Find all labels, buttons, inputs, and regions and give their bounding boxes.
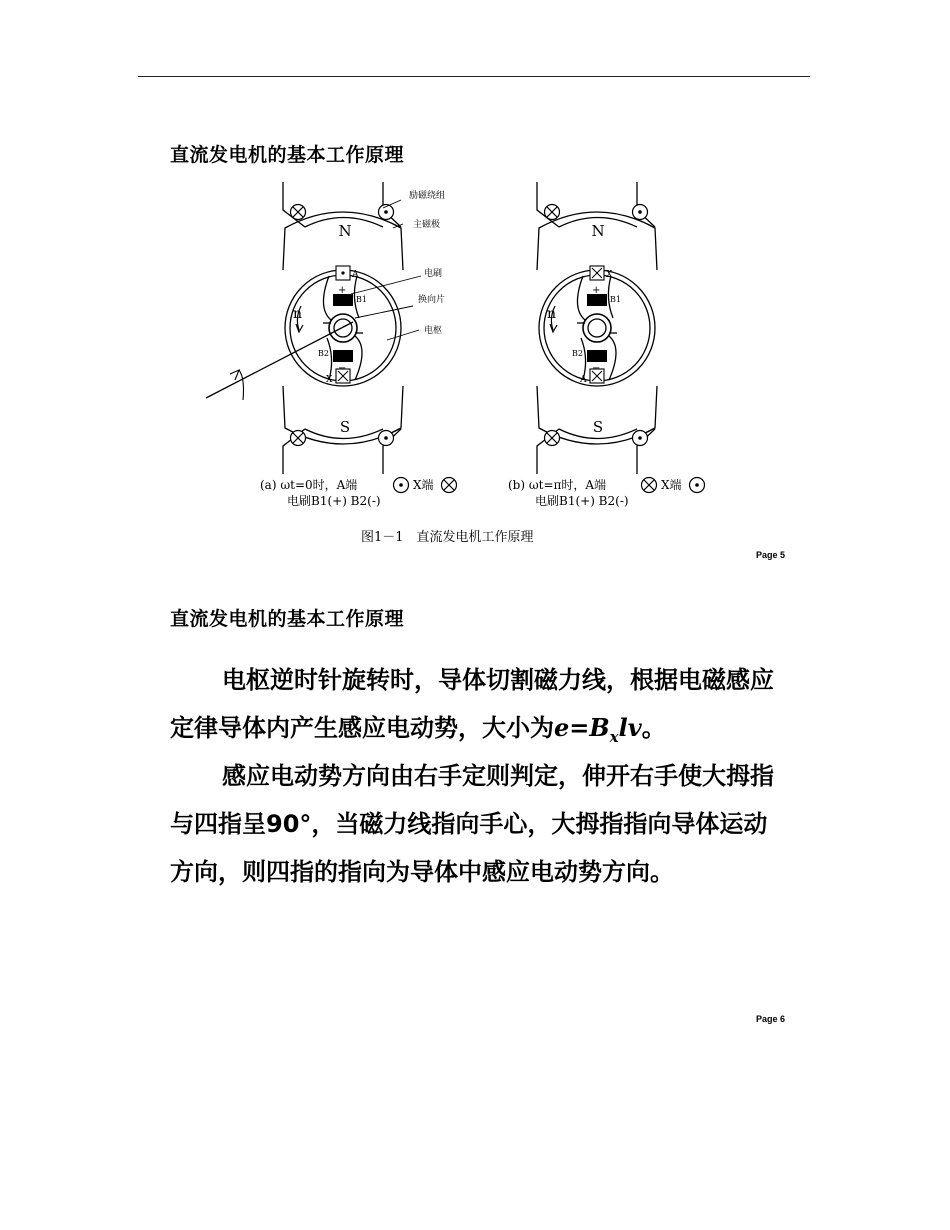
brush-b2-label-b: B2 [572, 349, 583, 358]
slide2-title: 直流发电机的基本工作原理 [170, 608, 405, 630]
paragraph-2: 感应电动势方向由右手定则判定，伸开右手使大拇指与四指呈90°，当磁力线指向手心，大拇指指向导体运动方向，则四指的指向为导体中感应电动势方向。 [170, 762, 774, 886]
label-main-pole: 主磁极 [413, 220, 441, 230]
field-dot-icon [379, 431, 394, 446]
label-commutator: 换向片 [418, 295, 446, 305]
label-armature: 电枢 [424, 326, 443, 336]
minus-a: − [338, 363, 347, 374]
brush-b2-label-a: B2 [318, 349, 329, 358]
page-number-5: Page 5 [756, 550, 786, 560]
brush-b1-label-b: B1 [610, 295, 621, 304]
terminal-x-cross-icon [590, 266, 604, 280]
terminal-a-dot-icon [336, 266, 350, 280]
caption-a-x: X端 [413, 478, 434, 492]
figure-a [206, 182, 421, 474]
brush-b1-label-a: B1 [356, 295, 367, 304]
paragraph-1-text: 电枢逆时针旋转时，导体切割磁力线，根据电磁感应定律导体内产生感应电动势，大小为 [170, 666, 774, 742]
field-dot-icon [633, 205, 648, 220]
pole-s-b: S [592, 418, 604, 436]
page-number-6: Page 6 [756, 1014, 786, 1024]
caption-a-line1: (a) ωt=0时，A端 [260, 478, 358, 492]
formula-subscript: x [609, 728, 619, 746]
paragraph-1 [170, 656, 782, 752]
caption-b-line2: 电刷B1(+) B2(-) [535, 494, 629, 508]
paragraph-1-end: 。 [641, 714, 666, 742]
pole-n-b: N [591, 222, 605, 240]
minus-b: − [592, 363, 601, 374]
rotation-n-a: n [293, 306, 303, 322]
slide1-title: 直流发电机的基本工作原理 [170, 144, 405, 166]
label-field-winding: 励磁绕组 [409, 191, 446, 201]
slide2-body [170, 656, 782, 896]
figure-caption: 图1－1 直流发电机工作原理 [361, 530, 534, 545]
terminal-a-b: A [580, 375, 587, 385]
caption-b-cross-icon [642, 478, 657, 493]
field-cross-icon [545, 205, 560, 220]
caption-a-dot-icon [394, 478, 409, 493]
pole-n-a: N [338, 222, 352, 240]
field-cross-icon [291, 205, 306, 220]
field-dot-icon [633, 431, 648, 446]
brush-b2 [333, 350, 353, 362]
emf-formula [554, 713, 642, 746]
brush-b2 [587, 350, 607, 362]
formula-tail: lv [618, 713, 642, 742]
field-cross-icon [291, 431, 306, 446]
caption-a-cross-icon [442, 478, 457, 493]
caption-b-x: X端 [661, 478, 682, 492]
caption-b-line1: (b) ωt=π时，A端 [508, 478, 607, 492]
terminal-x-a: X [326, 375, 333, 385]
pole-s-a: S [339, 418, 351, 436]
terminal-a-a: A [352, 270, 359, 280]
formula-main: e=B [554, 713, 610, 742]
plus-a: + [338, 285, 347, 296]
plus-b: + [592, 285, 601, 296]
caption-b-dot-icon [690, 478, 705, 493]
terminal-x-b: X [606, 270, 613, 280]
dc-generator-figure [0, 0, 950, 560]
drive-arrow-icon [239, 370, 244, 400]
label-brush: 电刷 [424, 269, 443, 279]
rotation-n-b: n [547, 306, 557, 322]
field-cross-icon [545, 431, 560, 446]
caption-a-line2: 电刷B1(+) B2(-) [287, 494, 381, 508]
